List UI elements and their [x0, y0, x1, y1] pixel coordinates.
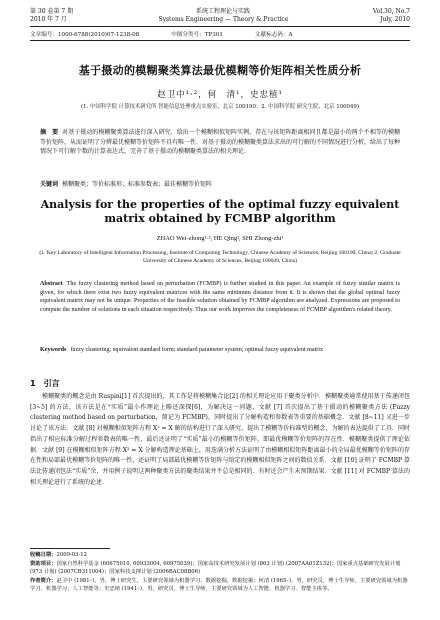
section-body: 模糊聚类的概念是由 Ruspini[1] 首次提出的，其工作是将模糊集合论[2] 的相关理论应用于聚类分析中．模糊聚类通常使用基于传递闭包[3~5] 的方法，该方法是在“实质”最小作理论上略还深探[6]，为解决这一问题，文献 [7] 首次提出了基于摄动的模糊聚类方法 (Fuzzy clustering method based on perturbation，简记为 FCMBP)，同时提出了分解构造和参数表等重要的基础概念．文献 [8~11] 又进一步讨论了该方法．文献 [8] 对模糊相似矩阵方程 X² = X 解的结构进行了深入研究，提出了模糊等价标准型的概念，为解的表达提供了工具．同时指出了相应标准分解过程参数表的唯一性，最后还证明了“实质”最小的模糊等价矩阵，即最优模糊等价矩阵的存在性．模糊聚类提供了理论依据．文献 [9] 在模糊相似矩阵方程 X² = X 分解构造理论基础上，用迭满分析方法证明了由模糊相似矩阵距离最小的全局最优模糊等价矩阵的存在性和局部最优模糊等价矩阵的唯一性，还证明了局部最优模糊等价矩阵与给定的模糊相似矩阵之间的数值关系．文献 [10] 证明了 FCMBP 算法比传递闭包法“实质”余，并用例子说明这两种聚类方法的聚类结果并不总是相同的．有时还会产生未预期结果．文献 [11] 对 FCMBP 算法的相关理论进行了系统的论述． [30, 393, 410, 486]
header-rule [30, 26, 410, 27]
chinese-keywords-label: 关键词 [40, 181, 59, 188]
english-abstract-label: Abstract [40, 281, 63, 287]
header-journal-en: Systems Engineering — Theory & Practice [158, 16, 289, 23]
english-keywords-text: fuzzy clustering; equivalent standard form; standard parameter system; optimal fuzzy equivalent matrix [70, 347, 324, 353]
chinese-affiliation: (1. 中国科学院 计算技术研究所 智能信息处理重点实验室，北京 100190；2. 中国科学院 研究生院，北京 100049) [81, 104, 359, 110]
chinese-abstract [40, 128, 400, 157]
english-affiliation: (1. Key Laboratory of Intelligent Information Processing, Institute of Computing Technology, Chinese Academy of Sciences, Beijing 100190, China; 2. Graduate University of Chinese Academy of Sciences, Beijing 100049, China) [39, 250, 401, 264]
footnote-fund-label: 资助项目： [30, 560, 57, 567]
header-issue-cn: 第 30 卷第 7 期 [30, 8, 74, 15]
footnote-author-label: 作者简介： [30, 577, 57, 584]
chinese-abstract-text: 对基于摄动的模糊聚类算法进行深入研究．给出一个模糊相似矩阵实例，存在与该矩阵距离相同且都是最小的两个不相等的模糊等价矩阵，从而证明了分辨最优模糊等价矩阵不具有唯一性．对基于摄动的模糊聚类算法求出的可行解的不同情况进行分析，给出了每种情况下可行解个数的计算表达式，完善了基于摄动的模糊聚类算法的相关理论． [40, 129, 401, 155]
article-number: 文章编号：1000-6788(2010)07-1238-08 [30, 32, 140, 38]
footnote-received-date: 2009-03-12 [56, 552, 88, 558]
chinese-authors: 赵卫中¹·²，何 清¹，史忠植¹ [157, 90, 283, 100]
article-meta [30, 30, 410, 38]
english-abstract [40, 280, 400, 314]
footnote-fund [30, 560, 410, 577]
header-date-en: July, 2010 [380, 16, 410, 23]
footnote-received-label: 收稿日期： [30, 552, 57, 558]
running-header-line2 [30, 16, 410, 24]
header-journal-cn: 系统工程理论与实践 [195, 8, 250, 15]
section-heading: 1 引言 [30, 379, 60, 388]
meta-rule [30, 40, 410, 41]
chinese-title: 基于摄动的模糊聚类算法最优模糊等价矩阵相关性质分析 [78, 64, 362, 77]
footnote-author [30, 577, 410, 594]
header-volume-en: Vol.30, No.7 [372, 8, 410, 15]
footnote-rule [30, 548, 110, 549]
chinese-keywords-text: 模糊聚类；等价标准形；标准参数表；最佳模糊等价矩阵 [62, 181, 213, 188]
clc-number: 中图分类号：TP301 [171, 32, 223, 38]
header-date-cn: 2010 年 7 月 [30, 16, 67, 23]
footnote-author-text: 赵卫中 (1981–)，男，博士研究生，主要研究领域为机器学习、数据挖掘，数据挖掘；何清 (1965–)，男，研究员，博士生导师，主要研究领域为机器学习、机器学习、人工智能等；史忠植 (1941–)，男，研究员，博士生导师，主要研究领域为人工智能、机器学习、智能主体等。 [30, 577, 408, 592]
chinese-abstract-label: 摘 要 [40, 129, 59, 136]
english-title: Analysis for the properties of the optimal fuzzy equivalent matrix obtained by FCMBP algorithm [40, 198, 400, 225]
running-header-line1 [30, 8, 410, 16]
english-keywords-label: Keywords [40, 347, 67, 353]
footnotes [30, 551, 410, 594]
footnote-received [30, 551, 410, 560]
english-authors: ZHAO Wei-zhong¹·², HE Qing¹, SHI Zhong-zhi¹ [156, 235, 284, 242]
english-keywords [40, 346, 400, 355]
footnote-fund-text: 国家自然科学基金 (60675010, 60933004, 60975039)；国家高技术研究发展计划 (863 计划) (2007AA01Z132)；国家重点基础研究发展计划 (973 计划) (2007CB311004)；国家科技支撑计划 (2006BAC08B06) [30, 560, 401, 575]
chinese-keywords [40, 179, 400, 188]
document-code: 文献标志码：A [254, 32, 293, 38]
english-abstract-text: The fuzzy clustering method based on perturbation (FCMBP) is further studied in this paper. An example of fuzzy similar matrix is given, for which there exist two fuzzy equivalent matrices with the same minimum distance from it. It is shown that the global optimal fuzzy equivalent matrix may not be unique. Properties of the feasible solution obtained by FCMBP algorithm are analyzed. Expressions are proposed to compute the number of solutions in each situation respectively. Thus our work improves the completeness of FCMBP algorithm's related theory. [40, 281, 400, 313]
